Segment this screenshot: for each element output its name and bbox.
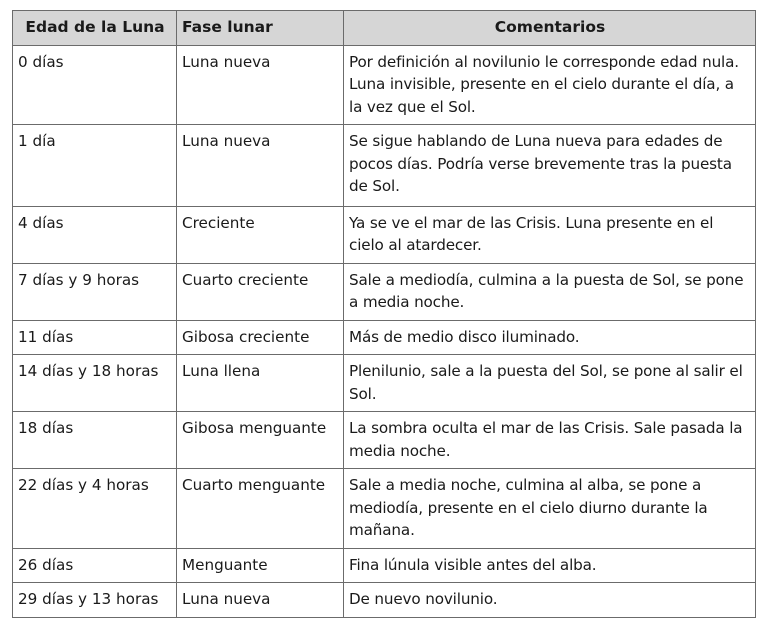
table-header-row	[13, 11, 756, 46]
table-row	[13, 206, 756, 263]
table-body	[13, 45, 756, 617]
header-moon-age: Edad de la Luna	[13, 11, 177, 46]
table-row	[13, 125, 756, 207]
cell-lunar-phase: Menguante	[177, 548, 344, 583]
table-row	[13, 45, 756, 125]
cell-moon-age: 29 días y 13 horas	[13, 583, 177, 618]
cell-lunar-phase: Luna nueva	[177, 583, 344, 618]
cell-moon-age: 18 días	[13, 412, 177, 469]
moon-phases-table	[12, 10, 756, 618]
header-lunar-phase: Fase lunar	[177, 11, 344, 46]
cell-comment: Sale a mediodía, culmina a la puesta de Sol, se pone a media noche.	[344, 263, 756, 320]
cell-comment: Fina lúnula visible antes del alba.	[344, 548, 756, 583]
cell-comment: Se sigue hablando de Luna nueva para edades de pocos días. Podría verse brevemente tras la puesta de Sol.	[344, 125, 756, 207]
table-row	[13, 355, 756, 412]
cell-lunar-phase: Luna llena	[177, 355, 344, 412]
cell-lunar-phase: Cuarto menguante	[177, 469, 344, 549]
cell-lunar-phase: Luna nueva	[177, 125, 344, 207]
header-comments: Comentarios	[344, 11, 756, 46]
cell-comment: Por definición al novilunio le corresponde edad nula. Luna invisible, presente en el cielo durante el día, a la vez que el Sol.	[344, 45, 756, 125]
cell-moon-age: 14 días y 18 horas	[13, 355, 177, 412]
table-row	[13, 263, 756, 320]
cell-comment: De nuevo novilunio.	[344, 583, 756, 618]
cell-comment: Sale a media noche, culmina al alba, se pone a mediodía, presente en el cielo diurno durante la mañana.	[344, 469, 756, 549]
cell-comment: Más de medio disco iluminado.	[344, 320, 756, 355]
cell-comment: La sombra oculta el mar de las Crisis. Sale pasada la media noche.	[344, 412, 756, 469]
cell-lunar-phase: Gibosa creciente	[177, 320, 344, 355]
cell-moon-age: 11 días	[13, 320, 177, 355]
cell-comment: Plenilunio, sale a la puesta del Sol, se pone al salir el Sol.	[344, 355, 756, 412]
cell-moon-age: 1 día	[13, 125, 177, 207]
cell-moon-age: 22 días y 4 horas	[13, 469, 177, 549]
cell-moon-age: 7 días y 9 horas	[13, 263, 177, 320]
cell-moon-age: 4 días	[13, 206, 177, 263]
cell-lunar-phase: Creciente	[177, 206, 344, 263]
cell-lunar-phase: Gibosa menguante	[177, 412, 344, 469]
cell-comment: Ya se ve el mar de las Crisis. Luna presente en el cielo al atardecer.	[344, 206, 756, 263]
cell-moon-age: 26 días	[13, 548, 177, 583]
table-row	[13, 320, 756, 355]
table-row	[13, 548, 756, 583]
table-row	[13, 583, 756, 618]
table-row	[13, 469, 756, 549]
cell-lunar-phase: Luna nueva	[177, 45, 344, 125]
table-row	[13, 412, 756, 469]
cell-moon-age: 0 días	[13, 45, 177, 125]
cell-lunar-phase: Cuarto creciente	[177, 263, 344, 320]
